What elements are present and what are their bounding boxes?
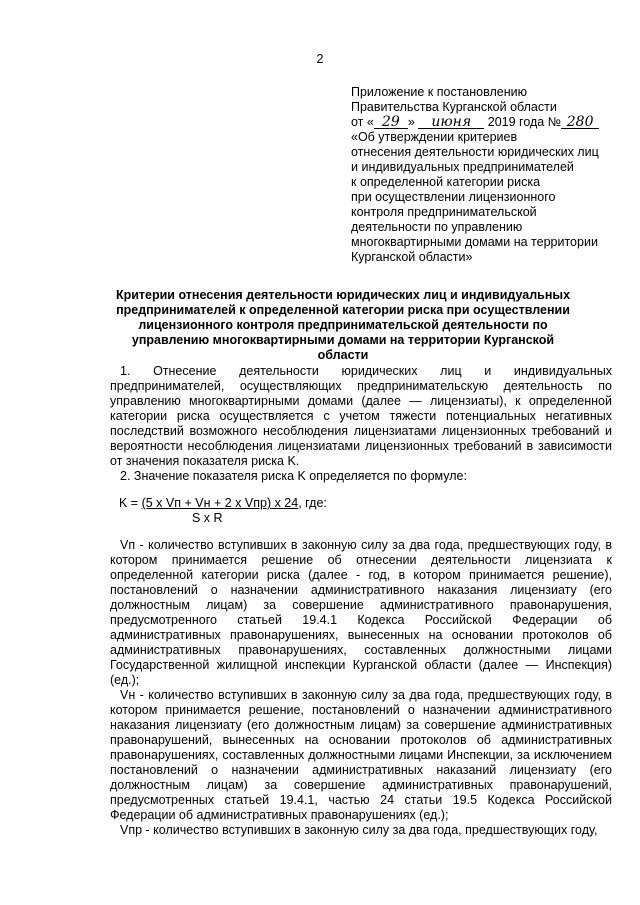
formula-suffix: , где:: [298, 496, 327, 510]
appendix-header: [351, 85, 621, 265]
appendix-line: Приложение к постановлению: [351, 85, 527, 99]
appendix-line: к определенной категории риска: [351, 175, 541, 189]
appendix-line: многоквартирными домами на территории: [351, 235, 598, 249]
appendix-line: контроля предпринимательской: [351, 205, 537, 219]
paragraph-2: 2. Значение показателя риска K определяется по формуле:: [120, 469, 467, 483]
date-year: 2019 года №: [487, 115, 562, 129]
date-prefix: от «: [351, 115, 374, 129]
page-number: 2: [316, 52, 324, 66]
appendix-line: деятельности по управлению: [351, 220, 523, 234]
definition-vpr: Vпр - количество вступивших в законную силу за два года, предшествующих году,: [120, 823, 598, 837]
appendix-line: «Об утверждении критериев: [351, 130, 518, 144]
appendix-date-line: [351, 115, 621, 130]
formula-denominator: S x R: [192, 511, 223, 525]
formula-numerator: (5 x Vп + Vн + 2 x Vпр) x 24: [141, 496, 299, 510]
handwritten-day: 29: [374, 116, 408, 129]
handwritten-number: 280: [561, 116, 599, 129]
definitions-body: [110, 538, 612, 838]
formula-prefix: K =: [119, 496, 142, 510]
risk-formula: [119, 496, 327, 525]
date-mid: »: [407, 115, 415, 129]
appendix-line: и индивидуальных предпринимателей: [351, 160, 574, 174]
appendix-line: при осуществлении лицензионного: [351, 190, 556, 204]
handwritten-month: июня: [418, 116, 484, 129]
document-title: Критерии отнесения деятельности юридических лиц и индивидуальных предпринимателей к определенной категории риска при осуществлении лицензионного контроля предпринимательской деятельности по управлению многоквартирными домами на территории Курганской области: [115, 288, 571, 362]
appendix-line: отнесения деятельности юридических лиц: [351, 145, 599, 159]
appendix-line: Правительства Курганской области: [351, 100, 557, 114]
definition-vp: Vп - количество вступивших в законную силу за два года, предшествующих году, в котором принимается решение об отнесении деятельности лицензиата к определенной категории риска (далее - год, в котором принимается решение), постановлений о назначении административного наказания лицензиату (его должностным лицам) за совершение административного правонарушения, предусмотренного статьей 19.4.1 Кодекса Российской Федерации об административных правонарушениях, вынесенных на основании протоколов об административных правонарушениях, составленных должностными лицами Государственной жилищной инспекции Курганской области (далее — Инспекция) (ед.);: [110, 538, 612, 687]
paragraph-1: 1. Отнесение деятельности юридических лиц и индивидуальных предпринимателей, осуществляющих предпринимательскую деятельность по управлению многоквартирными домами (далее — лицензиаты), к определенной категории риска осуществляется с учетом тяжести потенциальных негативных последствий возможного несоблюдения лицензиатами лицензионных требований и вероятности несоблюдения лицензиатами лицензионных требований в зависимости от значения показателя риска K.: [110, 364, 612, 468]
document-body: [110, 364, 612, 484]
appendix-line: Курганской области»: [351, 250, 473, 264]
definition-vn: Vн - количество вступивших в законную силу за два года, предшествующих году, в котором принимается решение, постановлений о назначении административного наказания лицензиату (его должностным лицам) за совершение административных правонарушений, вынесенных на основании протоколов об административных правонарушениях, составленных должностными лицами Инспекции, за исключением постановлений о назначении административных наказаний лицензиату (его должностным лицам) за совершение административных правонарушений, предусмотренных статьей 19.4.1, частью 24 статьи 19.5 Кодекса Российской Федерации об административных правонарушениях (ед.);: [110, 688, 612, 822]
